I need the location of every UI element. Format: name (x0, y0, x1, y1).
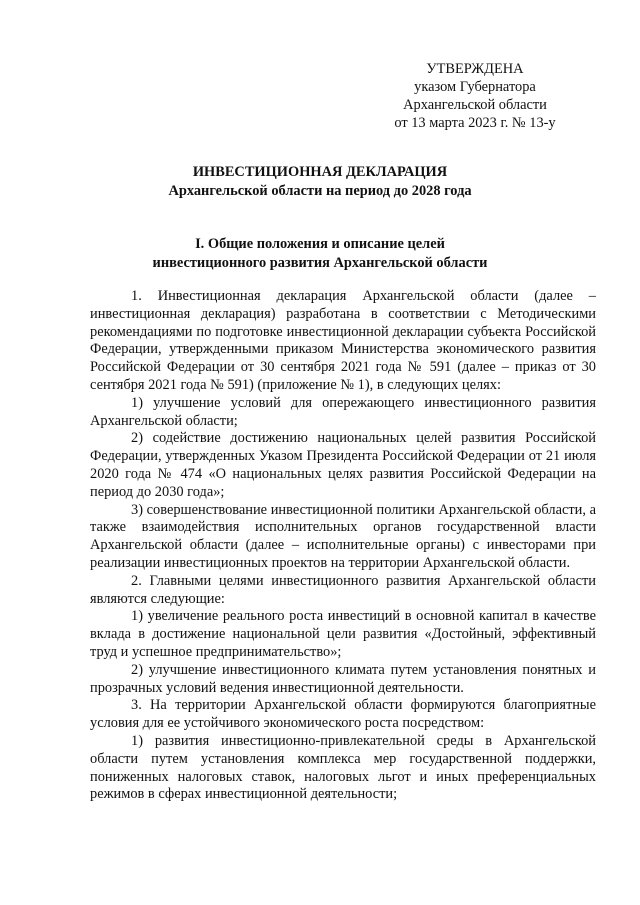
paragraph: 1) увеличение реального роста инвестиций в основной капитал в качестве вклада в достижение национальной цели развития «Достойный, эффективный труд и успешное предпринимательство»; (90, 608, 596, 660)
paragraph: 1) улучшение условий для опережающего инвестиционного развития Архангельской области; (90, 394, 596, 429)
paragraph: 3. На территории Архангельской области формируются благоприятные условия для ее устойчивого экономического роста посредством: (90, 697, 596, 732)
paragraph: 1) развития инвестиционно-привлекательной среды в Архангельской области путем установления комплекса мер государственной поддержки, пониженных налоговых ставок, налоговых льгот и иных преференциальных режимов в сферах инвестиционной деятельности; (90, 732, 596, 803)
section-heading-line: I. Общие положения и описание целей (195, 236, 445, 252)
approval-stamp (355, 60, 595, 132)
paragraph: 2. Главными целями инвестиционного развития Архангельской области являются следующие: (90, 572, 596, 607)
paragraph: 2) содействие достижению национальных целей развития Российской Федерации, утвержденных Указом Президента Российской Федерации от 21 июля 2020 года № 474 «О национальных целях развития Российской Федерации на период до 2030 года»; (90, 430, 596, 500)
section-heading (0, 235, 640, 273)
paragraph: 2) улучшение инвестиционного климата путем установления понятных и прозрачных условий ведения инвестиционной деятельности. (90, 661, 596, 696)
document-body (90, 288, 596, 804)
approval-line: указом Губернатора (414, 79, 536, 95)
title-line: Архангельской области на период до 2028 года (168, 183, 472, 199)
section-heading-line: инвестиционного развития Архангельской области (152, 255, 488, 271)
title-line: ИНВЕСТИЦИОННАЯ ДЕКЛАРАЦИЯ (192, 164, 448, 180)
paragraph: 1. Инвестиционная декларация Архангельской области (далее – инвестиционная декларация) разработана в соответствии с Методическими рекомендациями по подготовке инвестиционной декларации субъекта Российской Федерации, утвержденными приказом Министерства экономического развития Российской Федерации от 30 сентября 2021 года № 591 (далее – приказ от 30 сентября 2021 года № 591) (приложение № 1), в следующих целях: (90, 288, 596, 393)
paragraph: 3) совершенствование инвестиционной политики Архангельской области, а также взаимодействия исполнительных органов государственной власти Архангельской области (далее – исполнительные органы) с инвесторами при реализации инвестиционных проектов на территории Архангельской области. (90, 501, 596, 571)
document-title (0, 163, 640, 201)
approval-line: Архангельской области (403, 97, 547, 113)
approval-line: УТВЕРЖДЕНА (426, 61, 524, 77)
approval-line: от 13 марта 2023 г. № 13-у (394, 115, 556, 131)
